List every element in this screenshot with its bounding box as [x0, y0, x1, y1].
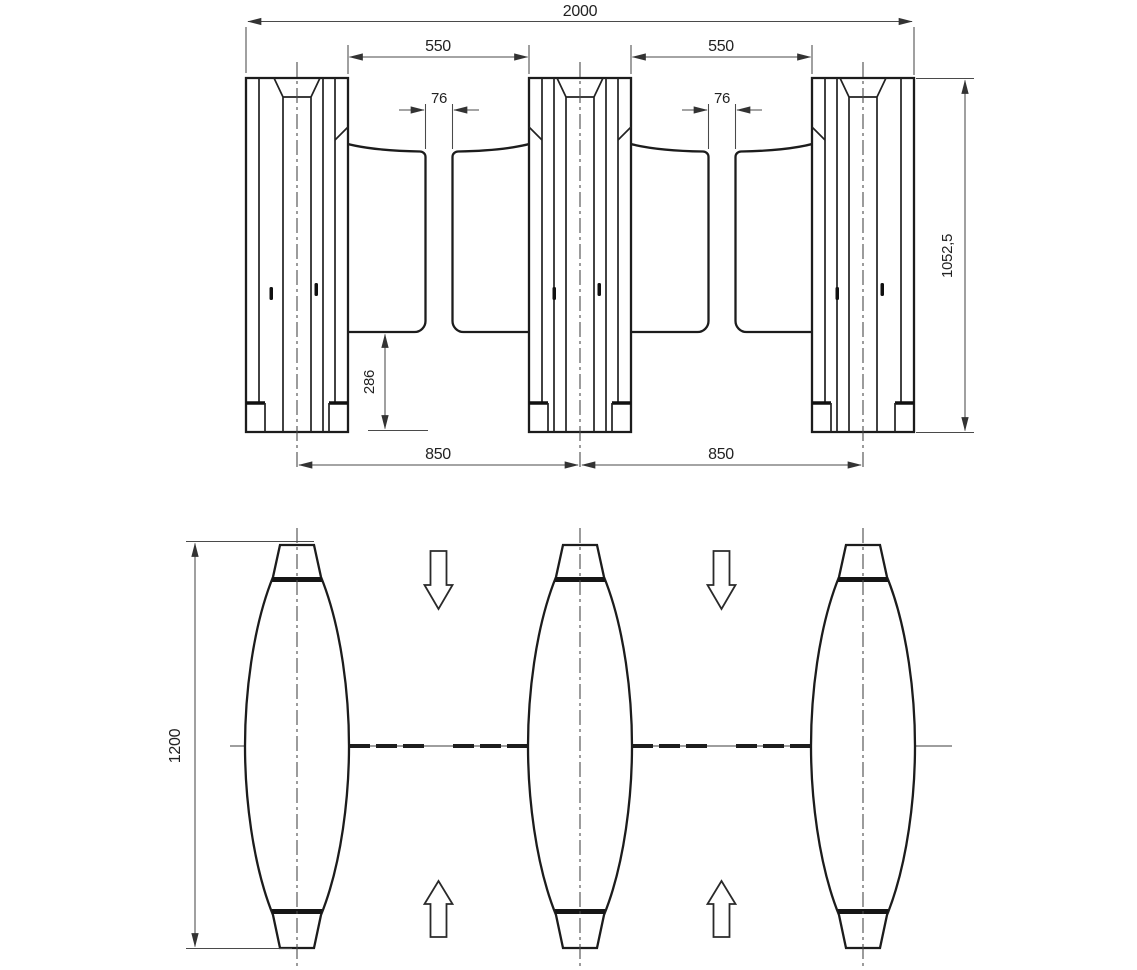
dim-wing-gap-right-label: 76 [713, 90, 731, 107]
dim-lane-width-left [348, 38, 529, 74]
plan-pedestal-left [245, 528, 349, 968]
pedestal-right [812, 62, 914, 470]
dim-overall-height [916, 79, 974, 433]
up-arrow-lane2 [708, 881, 736, 937]
dim-lane-width-right-label: 550 [708, 38, 734, 55]
plan-pedestal-center [528, 528, 632, 968]
dim-overall-width-label: 2000 [562, 3, 598, 20]
dim-overall-height-label: 1052,5 [939, 233, 956, 279]
dim-wing-gap-right [682, 90, 762, 149]
dim-wing-clearance [361, 335, 428, 431]
dim-pedestal-pitch-right [582, 446, 861, 465]
dim-pedestal-pitch-right-label: 850 [708, 446, 734, 463]
dim-pedestal-pitch-left-label: 850 [425, 446, 451, 463]
down-arrow-lane1 [425, 551, 453, 609]
plan-pedestal-right [811, 528, 915, 968]
up-arrow-lane1 [425, 881, 453, 937]
dim-wing-clearance-label: 286 [361, 369, 378, 395]
front-elevation-view [246, 3, 974, 470]
dim-pedestal-pitch-left [299, 446, 578, 465]
down-arrow-lane2 [708, 551, 736, 609]
pedestal-center [529, 62, 631, 470]
pedestal-left [246, 62, 348, 470]
dim-lane-width-right [631, 38, 812, 74]
dim-lane-width-left-label: 550 [425, 38, 451, 55]
dim-wing-gap-left [399, 90, 479, 149]
dim-pedestal-depth-label: 1200 [167, 728, 184, 764]
plan-view [167, 528, 952, 968]
dim-wing-gap-left-label: 76 [430, 90, 448, 107]
